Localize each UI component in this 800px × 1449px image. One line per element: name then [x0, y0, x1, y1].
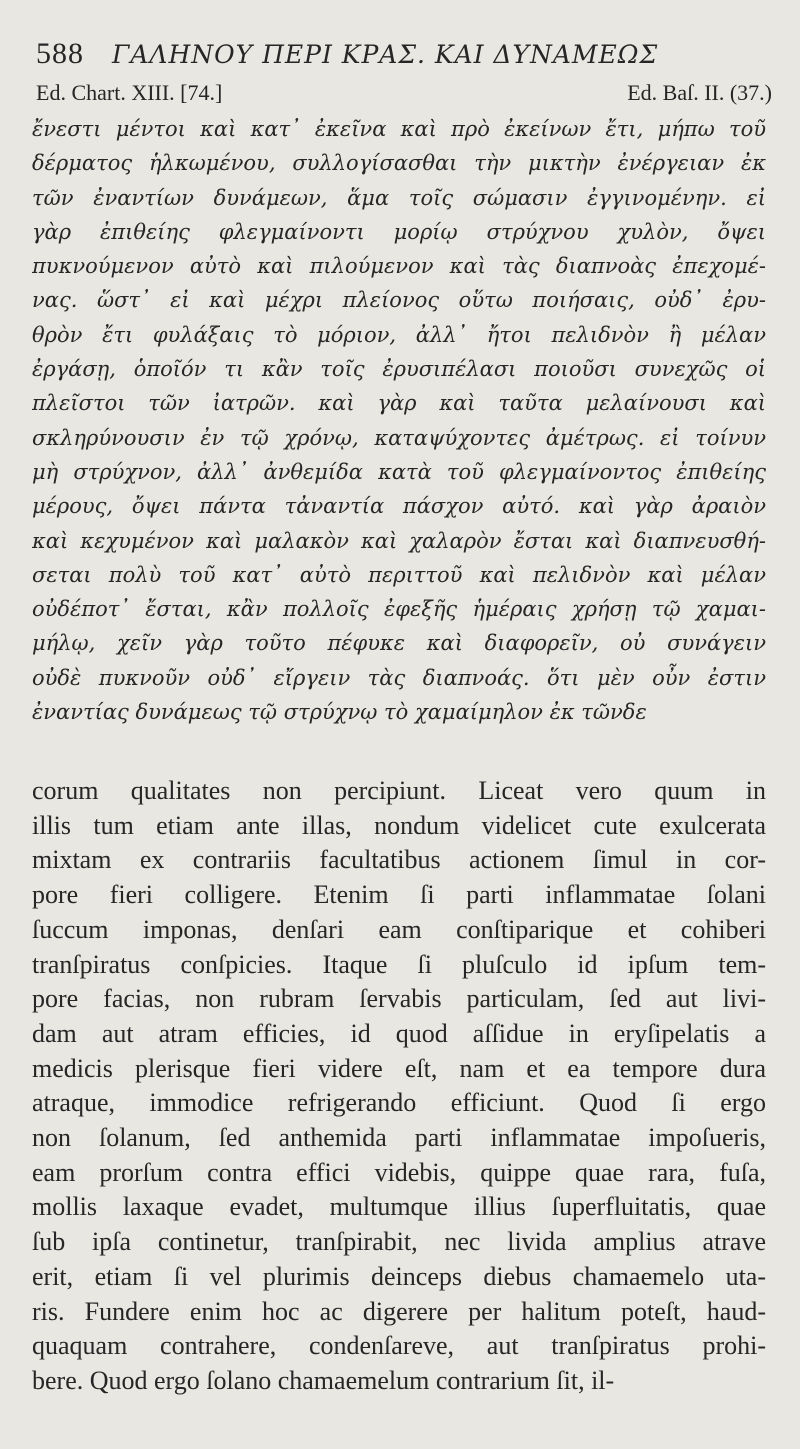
latin-text-line: quaquam contrahere, condenſareve, aut tranſpiratus prohi-: [32, 1331, 766, 1361]
latin-text-line: bere. Quod ergo ſolano chamaemelum contrarium ſit, il-: [32, 1365, 615, 1395]
greek-text-line: καὶ κεχυμένον καὶ μαλακὸν καὶ χαλαρὸν ἔσται καὶ διαπνευσθή-: [32, 528, 766, 553]
latin-text-line: mixtam ex contrariis facultatibus actionem ſimul in cor-: [32, 845, 766, 875]
greek-text-line: μέρους, ὄψει πάντα τἀναντία πάσχον αὐτό. καὶ γὰρ ἀραιὸν: [32, 494, 766, 519]
latin-text-line: tranſpiratus conſpicies. Itaque ſi pluſculo id ipſum tem-: [32, 949, 766, 979]
greek-text-line: γὰρ ἐπιθείης φλεγμαίνοντι μορίῳ στρύχνου χυλὸν, ὄψει: [32, 219, 766, 244]
latin-text-line: illis tum etiam ante illas, nondum videlicet cute exulcerata: [32, 810, 766, 840]
greek-text-line: ἐναντίας δυνάμεως τῷ στρύχνῳ τὸ χαμαίμηλον ἐκ τῶνδε: [32, 700, 647, 725]
latin-text-block: [32, 774, 766, 1399]
running-head: [36, 34, 776, 74]
latin-text-line: medicis plerisque fieri videre eſt, nam et ea tempore dura: [32, 1053, 766, 1083]
latin-text-line: ris. Fundere enim hoc ac digerere per halitum poteſt, haud-: [32, 1296, 766, 1326]
greek-text-line: πυκνούμενον αὐτὸ καὶ πιλούμενον καὶ τὰς διαπνοὰς ἐπεχομέ-: [32, 254, 766, 279]
greek-text-line: δέρματος ἡλκωμένου, συλλογίσασθαι τὴν μικτὴν ἐνέργειαν ἐκ: [32, 151, 766, 176]
greek-text-line: μὴ στρύχνον, ἀλλ᾽ ἀνθεμίδα κατὰ τοῦ φλεγμαίνοντος ἐπιθείης: [32, 459, 766, 484]
latin-text-line: pore facias, non rubram ſervabis particulam, ſed aut livi-: [32, 984, 766, 1014]
edition-references: [36, 78, 772, 108]
greek-text-line: πλεῖστοι τῶν ἰατρῶν. καὶ γὰρ καὶ ταῦτα μελαίνουσι καὶ: [32, 391, 766, 416]
edition-basel-reference: Ed. Baſ. II. (37.): [627, 80, 772, 105]
greek-text-line: σκληρύνουσιν ἐν τῷ χρόνῳ, καταψύχοντες ἀμέτρως. εἰ τοίνυν: [32, 425, 766, 450]
greek-text-line: οὐδέποτ᾽ ἔσται, κἂν πολλοῖς ἐφεξῆς ἡμέραις χρήσῃ τῷ χαμαι-: [32, 597, 766, 622]
latin-text-line: erit, etiam ſi vel plurimis deinceps diebus chamaemelo uta-: [32, 1261, 766, 1291]
latin-text-line: dam aut atram efficies, id quod aſſidue in eryſipelatis a: [32, 1018, 766, 1048]
greek-text-line: οὐδὲ πυκνοῦν οὐδ᾽ εἴργειν τὰς διαπνοάς. ὅτι μὲν οὖν ἐστιν: [32, 665, 766, 690]
greek-text-line: μήλῳ, χεῖν γὰρ τοῦτο πέφυκε καὶ διαφορεῖν, οὐ συνάγειν: [32, 631, 766, 656]
latin-text-line: pore fieri colligere. Etenim ſi parti inflammatae ſolani: [32, 880, 766, 910]
latin-text-line: corum qualitates non percipiunt. Liceat vero quum in: [32, 776, 766, 805]
greek-text-line: νας. ὥστ᾽ εἰ καὶ μέχρι πλείονος οὕτω ποιήσαις, οὐδ᾽ ἐρυ-: [32, 288, 766, 313]
latin-text-line: eam prorſum contra effici videbis, quippe quae rara, fuſa,: [32, 1157, 766, 1187]
page-number: 588: [36, 37, 84, 70]
latin-text-line: ſub ipſa continetur, tranſpirabit, nec livida amplius atrave: [32, 1227, 766, 1257]
latin-text-line: non ſolanum, ſed anthemida parti inflammatae impoſueris,: [32, 1123, 766, 1153]
greek-text-block: [32, 112, 766, 729]
page-title: ΓΑΛΗΝΟΥ ΠΕΡΙ ΚΡΑΣ. ΚΑΙ ΔΥΝΑΜΕΩΣ: [112, 40, 659, 69]
greek-text-line: θρὸν ἔτι φυλάξαις τὸ μόριον, ἀλλ᾽ ἤτοι πελιδνὸν ἢ μέλαν: [32, 322, 766, 347]
greek-text-line: σεται πολὺ τοῦ κατ᾽ αὐτὸ περιττοῦ καὶ πελιδνὸν καὶ μέλαν: [32, 562, 766, 587]
greek-text-line: ἐργάσῃ, ὁποῖόν τι κἂν τοῖς ἐρυσιπέλασι ποιοῦσι συνεχῶς οἱ: [32, 357, 766, 382]
edition-chart-reference: Ed. Chart. XIII. [74.]: [36, 80, 223, 105]
greek-text-line: ἔνεστι μέντοι καὶ κατ᾽ ἐκεῖνα καὶ πρὸ ἐκείνων ἔτι, μήπω τοῦ: [32, 117, 766, 141]
latin-text-line: mollis laxaque evadet, multumque illius ſuperfluitatis, quae: [32, 1192, 766, 1222]
latin-text-line: atraque, immodice refrigerando efficiunt. Quod ſi ergo: [32, 1088, 766, 1118]
latin-text-line: ſuccum imponas, denſari eam conſtiparique et cohiberi: [32, 914, 766, 944]
greek-text-line: τῶν ἐναντίων δυνάμεων, ἅμα τοῖς σώμασιν ἐγγινομένην. εἰ: [32, 185, 766, 210]
